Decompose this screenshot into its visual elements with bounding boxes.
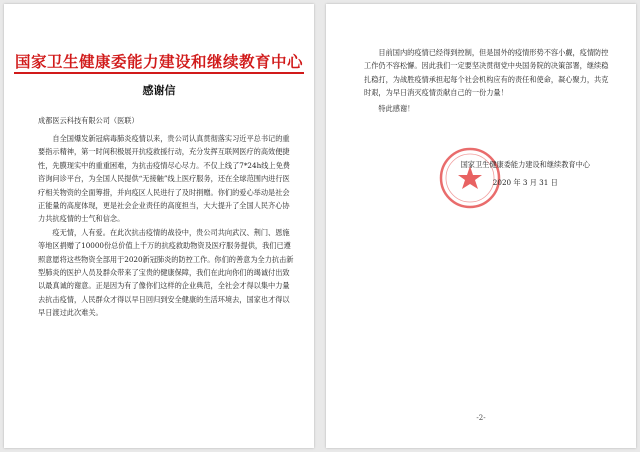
letter-title: 感谢信 (142, 84, 176, 97)
signature-date: 2020 年 3 月 31 日 (492, 178, 558, 187)
letter-page-left (4, 4, 314, 448)
recipient: 成都医云科技有限公司（医联） (38, 116, 139, 125)
letter-page-right (326, 4, 636, 448)
page-number: -2- (476, 414, 486, 422)
red-divider (14, 72, 304, 74)
signature-org: 国家卫生健康委能力建设和继续教育中心 (460, 160, 590, 169)
org-title: 国家卫生健康委能力建设和继续教育中心 (14, 53, 303, 71)
body-paragraph: 自全国爆发新冠病毒肺炎疫情以来，贵公司认真贯彻落实习近平总书记的重要指示精神，第一时间积极展开抗疫救援行动，充分发挥互联网医疗的高效便捷性，先膜现实中的重重困难，为抗击疫情尽心尽力。不仅上线了7*24h线上免费咨询问诊平台，为全国人民提供“无接触”线上医疗服务，还在全球范围内进行医疗相关物资的全面筹措，并向疫区人民进行了及时捐赠。你们的爱心举动是社会正能量的高度体现，更是社会企业责任的高度担当，大大提升了全国人民齐心协力共抗疫情的士气和信念。 (38, 134, 290, 224)
letter-body-left (38, 132, 294, 320)
closing-remark: 特此感谢！ (378, 103, 415, 113)
signature-block (461, 160, 590, 188)
body-paragraph: 目前国内的疫情已经得到控制，但是国外的疫情形势不容小觑，疫情防控工作仍不容松懈。因此我们一定要坚决贯彻党中央国务院的决策部署，继续稳扎稳打，为战胜疫情承担起每个社会机构应有的责任和使命，凝心聚力，共克时艰，为早日消灭疫情贡献自己的一份力量！ (364, 48, 609, 98)
body-paragraph: 疫无情，人有爱。在此次抗击疫情的战役中，贵公司共向武汉、荆门、恩施等地区捐赠了10000份总价值上千万的抗疫救助物资及医疗服务提供，我们已遵照意愿将这些物资全部用于2020新冠肺炎的防控工作。你们的善意为全力抗击新型肺炎的医护人员及群众带来了宝贵的健康保障，我们在此向你们的竭诚付出致以最真诚的谢意。正是因为有了像你们这样的企业典范，全社会才得以集中力量去抗击疫情，人民群众才得以早日回归到安全健康的生活环境去，国家也才得以早日渡过此次难关。 (38, 227, 294, 318)
letter-body-right (364, 46, 614, 114)
